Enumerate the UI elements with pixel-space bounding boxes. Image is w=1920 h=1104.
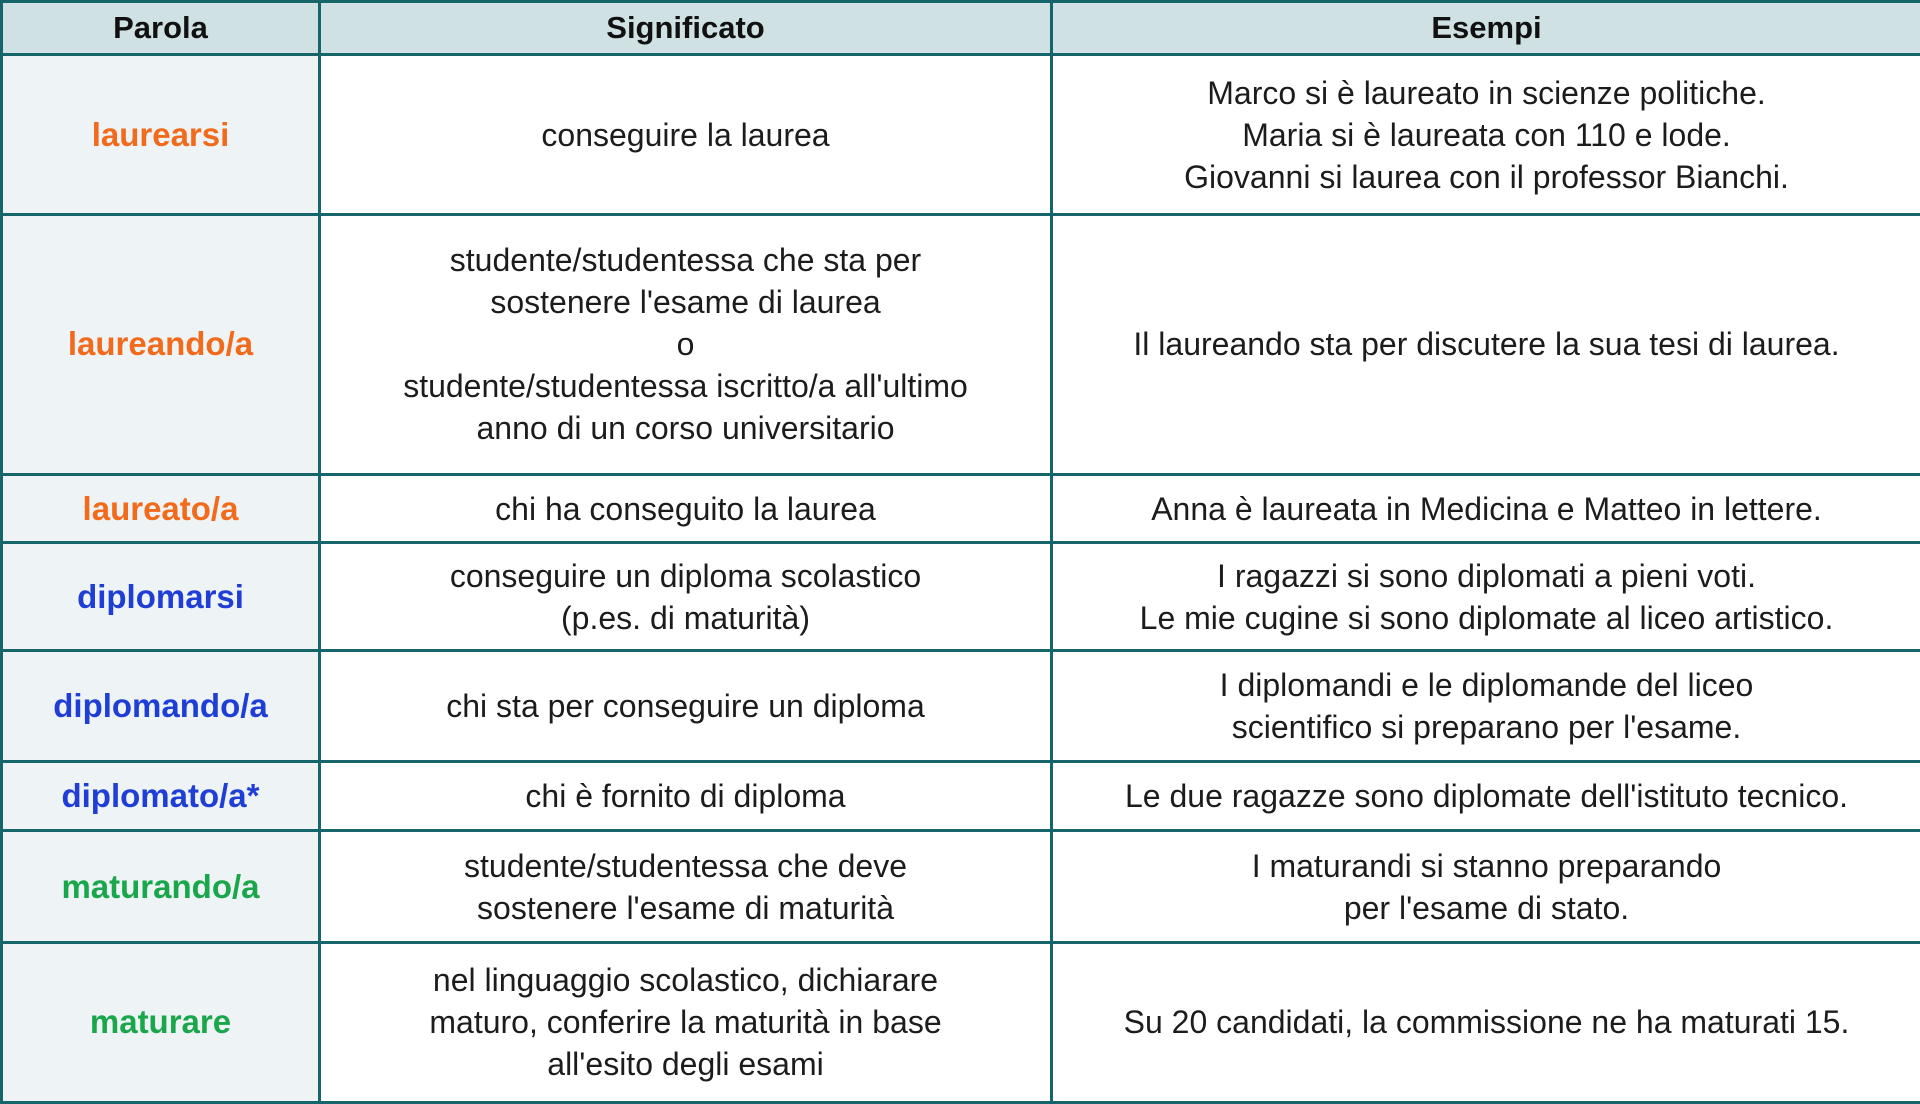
example-line: Le mie cugine si sono diplomate al liceo artistico. xyxy=(1139,599,1834,636)
meaning-line: maturo, conferire la maturità in base xyxy=(429,1004,942,1041)
header-significato: Significato xyxy=(320,2,1052,55)
example-line: Il laureando sta per discutere la sua tesi di laurea. xyxy=(1133,326,1840,363)
example-line: scientifico si preparano per l'esame. xyxy=(1231,709,1742,746)
word-cell: maturare xyxy=(2,942,320,1102)
examples-cell xyxy=(1052,55,1920,215)
meaning-line: studente/studentessa iscritto/a all'ultimo xyxy=(403,368,968,405)
example-line: Anna è laureata in Medicina e Matteo in lettere. xyxy=(1151,490,1822,527)
table-row xyxy=(2,215,1920,474)
meaning-line: chi è fornito di diploma xyxy=(525,778,846,815)
meaning-cell xyxy=(320,650,1052,761)
word-cell: maturando/a xyxy=(2,831,320,942)
table-row xyxy=(2,650,1920,761)
meaning-line: sostenere l'esame di laurea xyxy=(490,284,881,321)
examples-cell xyxy=(1052,215,1920,474)
word-cell: laureato/a xyxy=(2,474,320,543)
example-line: I diplomandi e le diplomande del liceo xyxy=(1219,667,1754,704)
example-line: Marco si è laureato in scienze politiche. xyxy=(1207,74,1766,111)
header-row xyxy=(2,2,1920,55)
table-row xyxy=(2,831,1920,942)
examples-cell xyxy=(1052,650,1920,761)
table-row xyxy=(2,474,1920,543)
meaning-cell xyxy=(320,831,1052,942)
meaning-line: conseguire un diploma scolastico xyxy=(449,557,922,594)
example-line: Giovanni si laurea con il professor Bianchi. xyxy=(1184,158,1789,195)
table-row xyxy=(2,942,1920,1102)
meaning-cell xyxy=(320,55,1052,215)
meaning-cell xyxy=(320,762,1052,831)
meaning-line: studente/studentessa che deve xyxy=(464,847,907,884)
meaning-line: nel linguaggio scolastico, dichiarare xyxy=(432,962,939,999)
example-line: per l'esame di stato. xyxy=(1343,889,1630,926)
word-cell: diplomando/a xyxy=(2,650,320,761)
meaning-cell xyxy=(320,215,1052,474)
word-cell: diplomato/a* xyxy=(2,762,320,831)
table-row xyxy=(2,543,1920,650)
meaning-line: all'esito degli esami xyxy=(547,1046,824,1083)
table-row xyxy=(2,55,1920,215)
header-parola: Parola xyxy=(2,2,320,55)
meaning-line: sostenere l'esame di maturità xyxy=(477,889,894,926)
meaning-line: conseguire la laurea xyxy=(541,116,830,153)
example-line: I maturandi si stanno preparando xyxy=(1251,847,1722,884)
meaning-cell xyxy=(320,474,1052,543)
header-esempi: Esempi xyxy=(1052,2,1920,55)
example-line: Le due ragazze sono diplomate dell'istituto tecnico. xyxy=(1125,778,1848,815)
meaning-line: o xyxy=(676,326,695,363)
meaning-line: chi sta per conseguire un diploma xyxy=(446,688,925,725)
examples-cell xyxy=(1052,831,1920,942)
word-cell: laureando/a xyxy=(2,215,320,474)
examples-cell xyxy=(1052,543,1920,650)
example-line: I ragazzi si sono diplomati a pieni voti. xyxy=(1217,557,1756,594)
examples-cell xyxy=(1052,762,1920,831)
meaning-cell xyxy=(320,942,1052,1102)
example-line: Maria si è laureata con 110 e lode. xyxy=(1242,116,1731,153)
meaning-line: anno di un corso universitario xyxy=(476,410,895,447)
meaning-line: chi ha conseguito la laurea xyxy=(495,490,876,527)
examples-cell xyxy=(1052,474,1920,543)
word-cell: laurearsi xyxy=(2,55,320,215)
word-cell: diplomarsi xyxy=(2,543,320,650)
meaning-line: studente/studentessa che sta per xyxy=(449,242,922,279)
meaning-cell xyxy=(320,543,1052,650)
table-row xyxy=(2,762,1920,831)
examples-cell xyxy=(1052,942,1920,1102)
example-line: Su 20 candidati, la commissione ne ha maturati 15. xyxy=(1123,1004,1850,1041)
meaning-line: (p.es. di maturità) xyxy=(561,599,810,636)
